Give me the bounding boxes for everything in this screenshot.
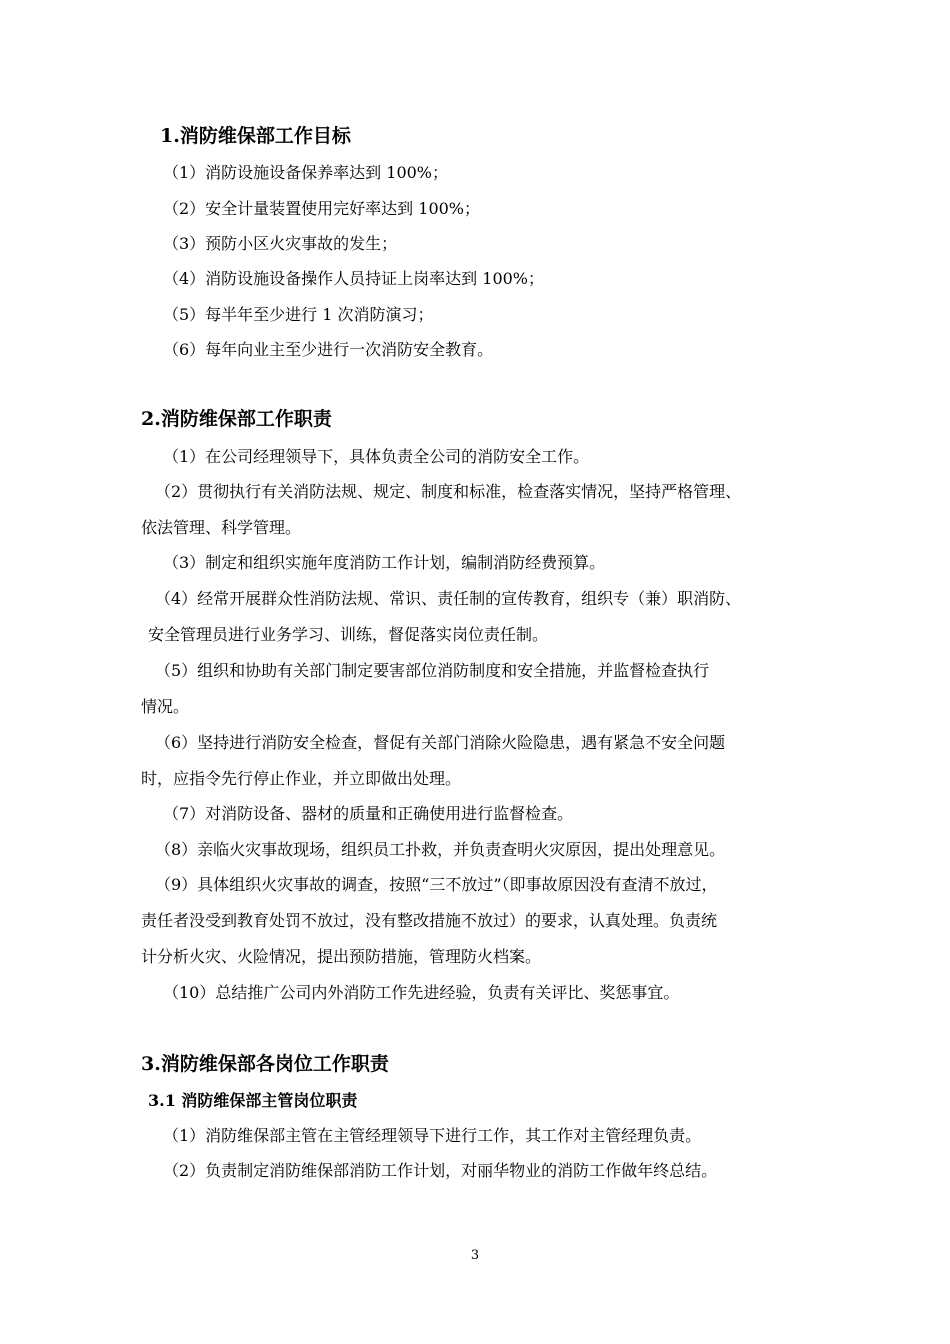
section-2-line-11: （7）对消防设备、器材的质量和正确使用进行监督检查。 <box>163 804 574 823</box>
section-2-line-12: （8）亲临火灾事故现场，组织员工扑救，并负责查明火灾原因，提出处理意见。 <box>155 840 726 859</box>
section-1-line-6: （6）每年向业主至少进行一次消防安全教育。 <box>163 340 494 359</box>
section-2-line-13: （9）具体组织火灾事故的调查，按照“三不放过”（即事故原因没有查清不放过， <box>155 875 718 894</box>
section-1-line-4: （4）消防设施设备操作人员持证上岗率达到 100%； <box>163 269 545 288</box>
section-2-line-3: 依法管理、科学管理。 <box>141 518 302 537</box>
section-1-line-2: （2）安全计量装置使用完好率达到 100%； <box>163 199 481 218</box>
section-1-heading: 1.消防维保部工作目标 <box>160 125 351 147</box>
section-2-line-14: 责任者没受到教育处罚不放过，没有整改措施不放过）的要求，认真处理。负责统 <box>141 911 718 930</box>
section-1-line-5: （5）每半年至少进行 1 次消防演习； <box>163 305 434 324</box>
section-2-line-8: 情况。 <box>141 697 190 716</box>
section-2-line-16: （10）总结推广公司内外消防工作先进经验，负责有关评比、奖惩事宜。 <box>163 983 680 1002</box>
section-3-heading: 3.消防维保部各岗位工作职责 <box>141 1053 389 1075</box>
section-2-line-15: 计分析火灾、火险情况，提出预防措施，管理防火档案。 <box>141 947 542 966</box>
section-2-line-1: （1）在公司经理领导下，具体负责全公司的消防安全工作。 <box>163 447 590 466</box>
section-2-line-5: （4）经常开展群众性消防法规、常识、责任制的宣传教育，组织专（兼）职消防、 <box>155 589 742 608</box>
section-2-line-6: 安全管理员进行业务学习、训练，督促落实岗位责任制。 <box>148 625 549 644</box>
section-3-1-subheading: 3.1 消防维保部主管岗位职责 <box>148 1091 358 1110</box>
section-2-heading: 2.消防维保部工作职责 <box>141 408 332 430</box>
section-3-line-1: （1）消防维保部主管在主管经理领导下进行工作，其工作对主管经理负责。 <box>163 1126 702 1145</box>
section-1-line-1: （1）消防设施设备保养率达到 100%； <box>163 163 449 182</box>
page-number: 3 <box>470 1248 480 1263</box>
section-2-line-10: 时，应指令先行停止作业，并立即做出处理。 <box>141 769 462 788</box>
section-2-line-9: （6）坚持进行消防安全检查，督促有关部门消除火险隐患，遇有紧急不安全问题 <box>155 733 726 752</box>
section-2-line-7: （5）组织和协助有关部门制定要害部位消防制度和安全措施，并监督检查执行 <box>155 661 710 680</box>
section-3-line-2: （2）负责制定消防维保部消防工作计划，对丽华物业的消防工作做年终总结。 <box>163 1161 718 1180</box>
section-2-line-4: （3）制定和组织实施年度消防工作计划，编制消防经费预算。 <box>163 553 606 572</box>
section-2-line-2: （2）贯彻执行有关消防法规、规定、制度和标准，检查落实情况，坚持严格管理、 <box>155 482 742 501</box>
section-1-line-3: （3）预防小区火灾事故的发生； <box>163 234 398 253</box>
